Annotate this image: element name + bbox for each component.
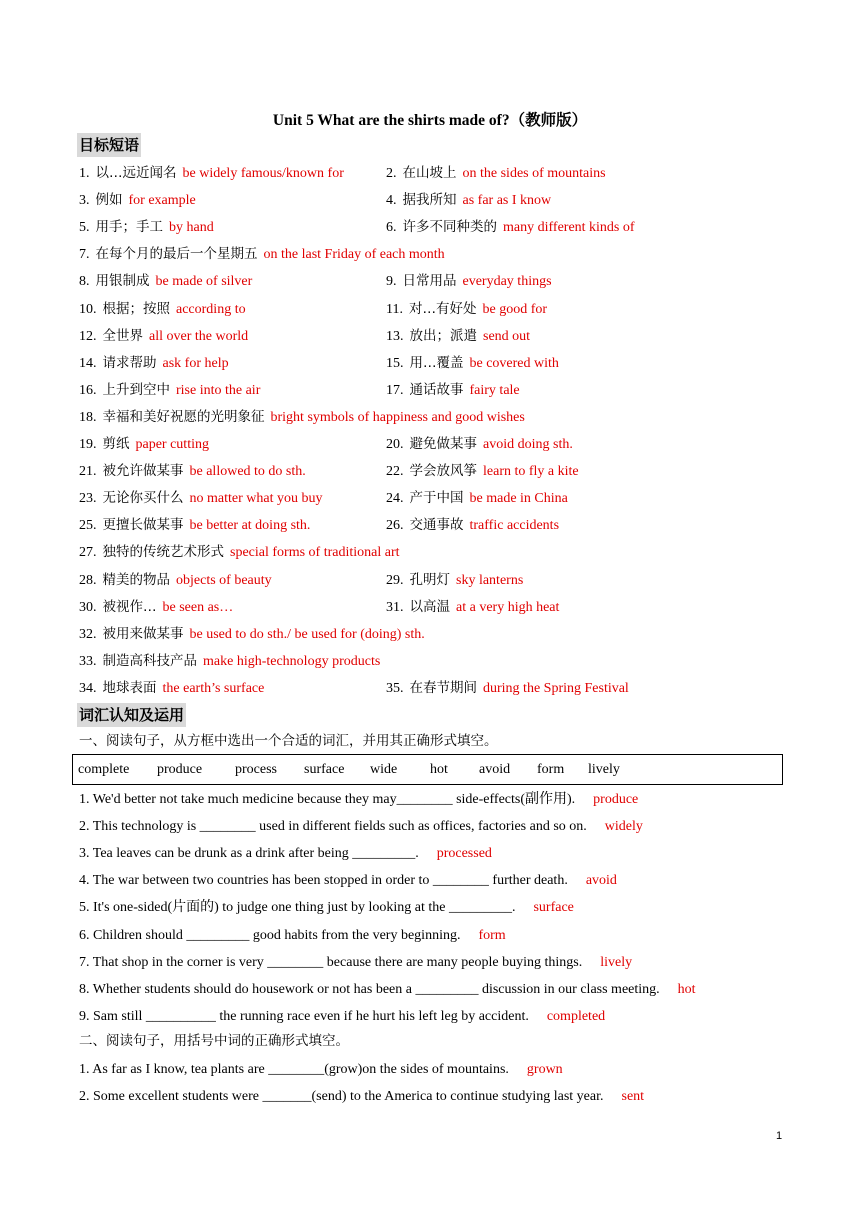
word-box-item: lively (588, 762, 620, 777)
phrase-english-answer: on the sides of mountains (462, 166, 606, 181)
phrase-english-answer: for example (128, 193, 196, 208)
phrase-item (386, 352, 559, 375)
phrase-chinese: 在春节期间 (409, 680, 477, 696)
phrase-chinese: 在山坡上 (402, 165, 457, 181)
phrase-item (79, 487, 322, 510)
phrase-english-answer: according to (176, 302, 246, 317)
phrase-number: 2. (386, 166, 397, 181)
phrase-item (386, 298, 547, 321)
phrase-chinese: 幸福和美好祝愿的光明象征 (102, 409, 265, 425)
phrase-number: 27. (79, 545, 97, 560)
phrase-chinese: 避免做某事 (409, 436, 477, 452)
phrase-english-answer: be seen as… (162, 600, 234, 615)
phrase-number: 29. (386, 573, 404, 588)
phrase-number: 15. (386, 356, 404, 371)
exercise-item (79, 789, 638, 811)
exercise-sentence: 1. As far as I know, tea plants are ________(grow)on the sides of mountains. (79, 1062, 509, 1077)
part1-instruction: 一、阅读句子，从方框中选出一个合适的词汇，并用其正确形式填空。 (79, 733, 498, 749)
exercise-answer: hot (677, 982, 696, 997)
phrase-item (386, 677, 629, 700)
phrase-chinese: 地球表面 (102, 680, 157, 696)
phrase-chinese: 据我所知 (402, 192, 457, 208)
phrase-item (79, 433, 209, 456)
phrase-chinese: 被用来做某事 (102, 626, 184, 642)
phrase-number: 4. (386, 193, 397, 208)
phrase-item (79, 379, 260, 402)
word-box-item: complete (78, 762, 130, 777)
section-heading-target-phrases: 目标短语 (77, 133, 141, 157)
phrase-number: 26. (386, 518, 404, 533)
phrase-english-answer: paper cutting (135, 437, 209, 452)
phrase-item (386, 569, 523, 592)
phrase-number: 13. (386, 329, 404, 344)
phrase-english-answer: sky lanterns (456, 573, 524, 588)
phrase-chinese: 通话故事 (409, 382, 464, 398)
phrase-chinese: 被视作… (102, 599, 157, 615)
exercise-item (79, 925, 506, 947)
phrase-english-answer: be allowed to do sth. (189, 464, 306, 479)
phrase-item (79, 243, 445, 266)
phrase-number: 23. (79, 491, 97, 506)
exercise-item (79, 979, 696, 1001)
phrase-chinese: 在每个月的最后一个星期五 (95, 246, 258, 262)
phrase-chinese: 上升到空中 (102, 382, 170, 398)
phrase-english-answer: the earth’s surface (162, 681, 265, 696)
phrase-number: 6. (386, 220, 397, 235)
phrase-item (79, 270, 252, 293)
phrase-number: 20. (386, 437, 404, 452)
phrase-english-answer: learn to fly a kite (483, 464, 579, 479)
phrase-english-answer: many different kinds of (503, 220, 635, 235)
phrase-number: 10. (79, 302, 97, 317)
exercise-item (79, 1086, 644, 1108)
exercise-item (79, 816, 643, 838)
word-box-item: process (235, 762, 277, 777)
phrase-english-answer: be widely famous/known for (182, 166, 344, 181)
phrase-chinese: 更擅长做某事 (102, 517, 184, 533)
phrase-chinese: 用银制成 (95, 273, 150, 289)
phrase-item (79, 514, 310, 537)
phrase-item (79, 677, 264, 700)
phrase-number: 11. (386, 302, 403, 317)
exercise-sentence: 9. Sam still __________ the running race even if he hurt his left leg by accident. (79, 1009, 529, 1024)
word-box-item: wide (370, 762, 398, 777)
page-number: 1 (776, 1130, 783, 1142)
phrase-item (386, 596, 559, 619)
exercise-sentence: 2. This technology is ________ used in different fields such as offices, factories and so on. (79, 819, 587, 834)
phrase-english-answer: traffic accidents (469, 518, 560, 533)
phrase-english-answer: on the last Friday of each month (263, 247, 445, 262)
phrase-chinese: 学会放风筝 (409, 463, 477, 479)
phrase-chinese: 请求帮助 (102, 355, 157, 371)
phrase-chinese: 用手；手工 (95, 219, 163, 235)
phrase-chinese: 根据；按照 (102, 301, 170, 317)
exercise-item (79, 870, 617, 892)
phrase-item (79, 569, 272, 592)
phrase-number: 5. (79, 220, 90, 235)
phrase-chinese: 用…覆盖 (409, 355, 464, 371)
exercise-answer: processed (436, 846, 492, 861)
phrase-number: 28. (79, 573, 97, 588)
phrase-english-answer: be made of silver (155, 274, 253, 289)
phrase-chinese: 孔明灯 (409, 572, 450, 588)
phrase-chinese: 被允许做某事 (102, 463, 184, 479)
phrase-item (386, 270, 552, 293)
exercise-sentence: 4. The war between two countries has been stopped in order to ________ further death. (79, 873, 568, 888)
phrase-chinese: 日常用品 (402, 273, 457, 289)
word-box-item: surface (304, 762, 345, 777)
phrase-number: 32. (79, 627, 97, 642)
exercise-sentence: 8. Whether students should do housework or not has been a _________ discussion in our class meeting. (79, 982, 660, 997)
phrase-number: 22. (386, 464, 404, 479)
phrase-english-answer: ask for help (162, 356, 229, 371)
phrase-english-answer: by hand (169, 220, 214, 235)
phrase-chinese: 独特的传统艺术形式 (102, 544, 224, 560)
phrase-english-answer: rise into the air (176, 383, 261, 398)
phrase-item (79, 650, 380, 673)
phrase-chinese: 剪纸 (102, 436, 130, 452)
phrase-english-answer: avoid doing sth. (483, 437, 573, 452)
document-title: Unit 5 What are the shirts made of?（教师版） (272, 112, 588, 129)
phrase-english-answer: send out (483, 329, 531, 344)
phrase-chinese: 无论你买什么 (102, 490, 184, 506)
phrase-number: 24. (386, 491, 404, 506)
phrase-item (386, 216, 635, 239)
exercise-item (79, 952, 632, 974)
exercise-sentence: 5. It's one-sided(片面的) to judge one thing just by looking at the _________. (79, 900, 516, 915)
phrase-item (386, 514, 559, 537)
phrase-number: 7. (79, 247, 90, 262)
phrase-english-answer: make high-technology products (203, 654, 381, 669)
phrase-item (79, 162, 344, 185)
phrase-item (386, 325, 530, 348)
exercise-answer: produce (593, 792, 639, 807)
exercise-answer: surface (533, 900, 574, 915)
phrase-number: 17. (386, 383, 404, 398)
phrase-number: 33. (79, 654, 97, 669)
phrase-chinese: 以…远近闻名 (95, 165, 177, 181)
exercise-item (79, 843, 492, 865)
section-heading-vocabulary: 词汇认知及运用 (77, 703, 186, 727)
phrase-number: 3. (79, 193, 90, 208)
word-box-item: produce (157, 762, 203, 777)
word-box-item: avoid (479, 762, 511, 777)
phrase-item (79, 460, 306, 483)
phrase-english-answer: fairy tale (469, 383, 520, 398)
phrase-number: 35. (386, 681, 404, 696)
phrase-number: 21. (79, 464, 97, 479)
phrase-number: 31. (386, 600, 404, 615)
phrase-english-answer: special forms of traditional art (230, 545, 400, 560)
word-box-item: hot (430, 762, 448, 777)
phrase-number: 9. (386, 274, 397, 289)
phrase-item (79, 189, 196, 212)
phrase-item (79, 216, 214, 239)
phrase-number: 19. (79, 437, 97, 452)
exercise-answer: completed (546, 1009, 606, 1024)
phrase-item (79, 406, 525, 429)
exercise-answer: lively (600, 955, 633, 970)
phrase-item (79, 325, 248, 348)
phrase-english-answer: objects of beauty (176, 573, 272, 588)
exercise-sentence: 1. We'd better not take much medicine because they may________ side-effects(副作用). (79, 792, 576, 807)
exercise-sentence: 6. Children should _________ good habits from the very beginning. (79, 928, 461, 943)
phrase-english-answer: at a very high heat (456, 600, 560, 615)
phrase-chinese: 制造高科技产品 (102, 653, 197, 669)
phrase-english-answer: be better at doing sth. (189, 518, 311, 533)
phrase-chinese: 以高温 (409, 599, 450, 615)
exercise-sentence: 3. Tea leaves can be drunk as a drink after being _________. (79, 846, 419, 861)
phrase-chinese: 精美的物品 (102, 572, 170, 588)
exercise-answer: grown (526, 1062, 563, 1077)
exercise-item (79, 1006, 605, 1028)
phrase-chinese: 例如 (95, 192, 123, 208)
phrase-english-answer: everyday things (462, 274, 552, 289)
phrase-english-answer: as far as I know (462, 193, 552, 208)
exercise-answer: avoid (585, 873, 617, 888)
phrase-english-answer: be used to do sth./ be used for (doing) sth. (189, 627, 425, 642)
phrase-item (386, 189, 551, 212)
phrase-english-answer: no matter what you buy (189, 491, 323, 506)
phrase-item (386, 487, 568, 510)
phrase-number: 34. (79, 681, 97, 696)
phrase-item (386, 433, 573, 456)
phrase-number: 1. (79, 166, 90, 181)
phrase-english-answer: during the Spring Festival (483, 681, 629, 696)
exercise-sentence: 2. Some excellent students were _______(send) to the America to continue studying last year. (79, 1089, 604, 1104)
part2-instruction: 二、阅读句子，用括号中词的正确形式填空。 (79, 1033, 349, 1049)
phrase-number: 16. (79, 383, 97, 398)
phrase-number: 30. (79, 600, 97, 615)
phrase-item (79, 352, 229, 375)
phrase-item (386, 460, 579, 483)
phrase-item (386, 379, 520, 402)
phrase-number: 25. (79, 518, 97, 533)
phrase-number: 18. (79, 410, 97, 425)
phrase-number: 14. (79, 356, 97, 371)
exercise-sentence: 7. That shop in the corner is very ________ because there are many people buying things. (79, 955, 583, 970)
phrase-number: 12. (79, 329, 97, 344)
phrase-chinese: 产于中国 (409, 490, 464, 506)
phrase-item (386, 162, 606, 185)
exercise-answer: form (478, 928, 506, 943)
phrase-item (79, 596, 233, 619)
exercise-item (79, 1059, 563, 1081)
phrase-chinese: 放出；派遣 (409, 328, 477, 344)
exercise-answer: widely (604, 819, 643, 834)
phrase-english-answer: be good for (482, 302, 548, 317)
phrase-english-answer: bright symbols of happiness and good wishes (270, 410, 525, 425)
phrase-english-answer: be covered with (469, 356, 559, 371)
word-box-item: form (537, 762, 565, 777)
exercise-answer: sent (621, 1089, 645, 1104)
phrase-item (79, 541, 400, 564)
phrase-chinese: 对…有好处 (408, 301, 477, 317)
phrase-chinese: 全世界 (102, 328, 143, 344)
word-box (72, 754, 783, 785)
phrase-chinese: 交通事故 (409, 517, 464, 533)
phrase-number: 8. (79, 274, 90, 289)
phrase-item (79, 623, 425, 646)
phrase-english-answer: all over the world (149, 329, 249, 344)
phrase-item (79, 298, 246, 321)
phrase-english-answer: be made in China (469, 491, 568, 506)
phrase-chinese: 许多不同种类的 (402, 219, 497, 235)
exercise-item (79, 897, 574, 919)
